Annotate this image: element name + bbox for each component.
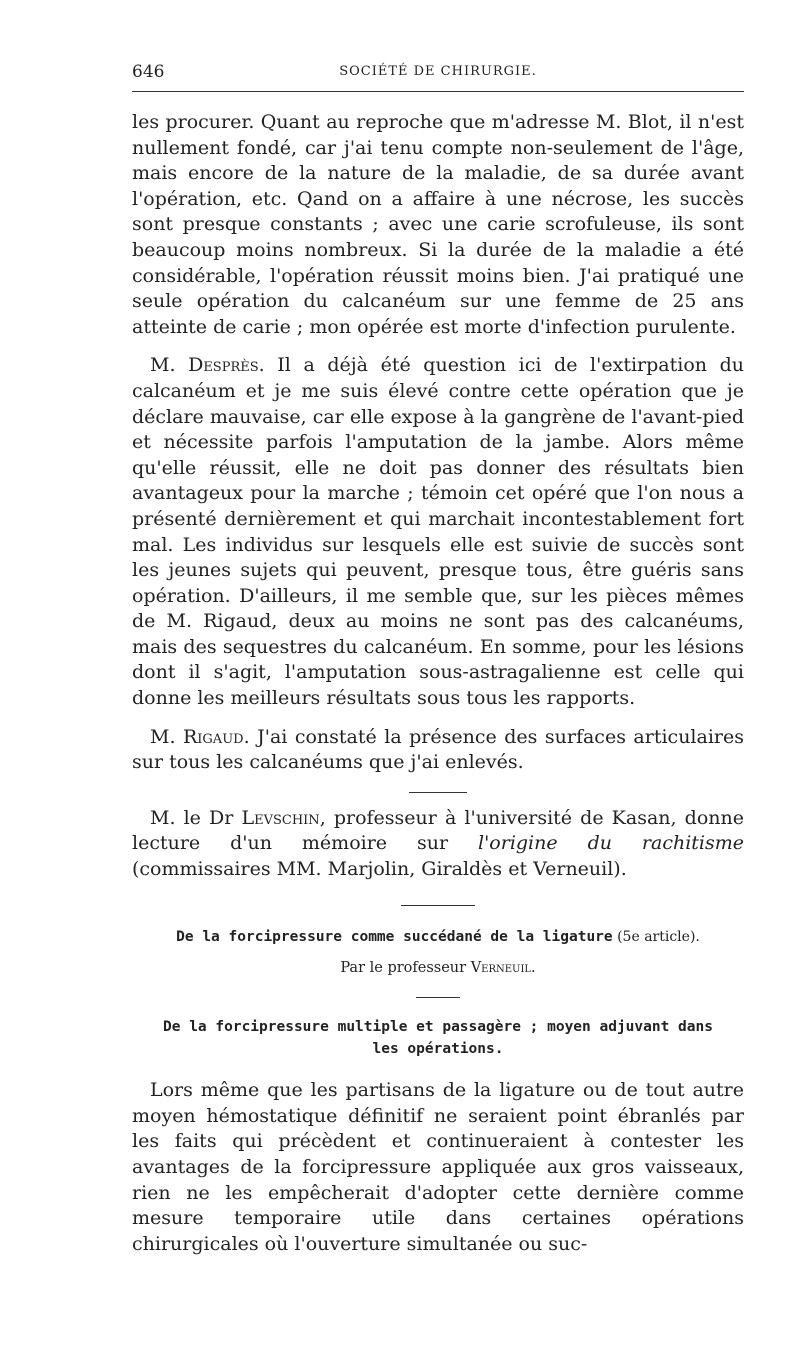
- paragraph-despres: [132, 353, 744, 711]
- running-head: SOCIÉTÉ DE CHIRURGIE.: [339, 64, 537, 79]
- paragraph-text: J'ai constaté la présence des surfaces articulaires sur tous les calcanéums que j'ai enlevés.: [132, 725, 744, 774]
- paragraph-forcipressure: Lors même que les partisans de la ligature ou de tout autre moyen hémostatique définitif ne seraient point ébranlés par les faits qui précèdent et continueraient à contester les avantages de la forcipressure appliquée aux gros vaisseaux, rien ne les empêcherait d'adopter cette dernière comme mesure temporaire utile dans certaines opérations chirurgicales où l'ouverture simultanée ou suc-: [132, 1079, 744, 1255]
- speaker-name: M. Desprès.: [150, 354, 265, 377]
- paragraph-text: , professeur à l'université de Kasan, donne lecture d'un mémoire sur: [132, 806, 744, 855]
- separator-rule: [416, 997, 460, 998]
- title-prefix: M. le Dr: [150, 806, 242, 829]
- paragraph-rigaud: [132, 725, 744, 776]
- separator-rule: [401, 905, 475, 906]
- byline: Par le professeur Verneuil.: [340, 959, 536, 976]
- speaker-name: M. Rigaud.: [150, 725, 250, 748]
- section-title: De la forcipressure comme succédané de la ligature (5e article).: [176, 928, 700, 945]
- paragraph-levschin: [132, 806, 744, 883]
- section-note: (5e article).: [612, 928, 700, 945]
- separator-rule: [409, 792, 467, 793]
- paragraph-continuation: les procurer. Quant au reproche que m'adresse M. Blot, il n'est nullement fondé, car j'ai tenu compte non-seulement de l'âge, mais encore de la nature de la maladie, de sa durée avant l'opération, etc. Qand on a affaire à une nécrose, les succès sont presque constants ; avec une carie scrofuleuse, ils sont beaucoup moins nombreux. Si la durée de la maladie a été considérable, l'opération réussit moins bien. J'ai pratiqué une seule opération du calcanéum sur une femme de 25 ans atteinte de carie ; mon opérée est morte d'infection purulente.: [132, 111, 744, 338]
- body-text: [132, 110, 744, 1257]
- memoir-title: l'origine du rachitisme: [478, 832, 744, 855]
- paragraph-text: (commissaires MM. Marjolin, Giraldès et Verneuil).: [132, 858, 627, 881]
- author-name: Levschin: [241, 806, 320, 829]
- header-rule: [132, 91, 744, 92]
- subsection-title: De la forcipressure multiple et passagère ; moyen adjuvant dans les opérations.: [163, 1019, 713, 1058]
- author-name: Verneuil.: [470, 959, 536, 976]
- page-header: [132, 60, 744, 88]
- page-number: 646: [132, 62, 165, 82]
- paragraph-text: Il a déjà été question ici de l'extirpation du calcanéum et je me suis élevé contre cette opération que je déclare mauvaise, car elle expose à la gangrène de l'avant-pied et nécessite parfois l'amputation de la jambe. Alors même qu'elle réussit, elle ne doit pas donner des résultats bien avantageux pour la marche ; témoin cet opéré que l'on nous a présenté dernièrement et qui marchait incontestablement fort mal. Les individus sur lesquels elle est suivie de succès sont les jeunes sujets qui peuvent, presque tous, être guéris sans opération. D'ailleurs, il me semble que, sur les pièces mêmes de M. Rigaud, deux au moins ne sont pas des calcanéums, mais des sequestres du calcanéum. En somme, pour les lésions dont il s'agit, l'amputation sous-astragalienne est celle qui donne les meilleurs résultats sous tous les rapports.: [132, 354, 744, 710]
